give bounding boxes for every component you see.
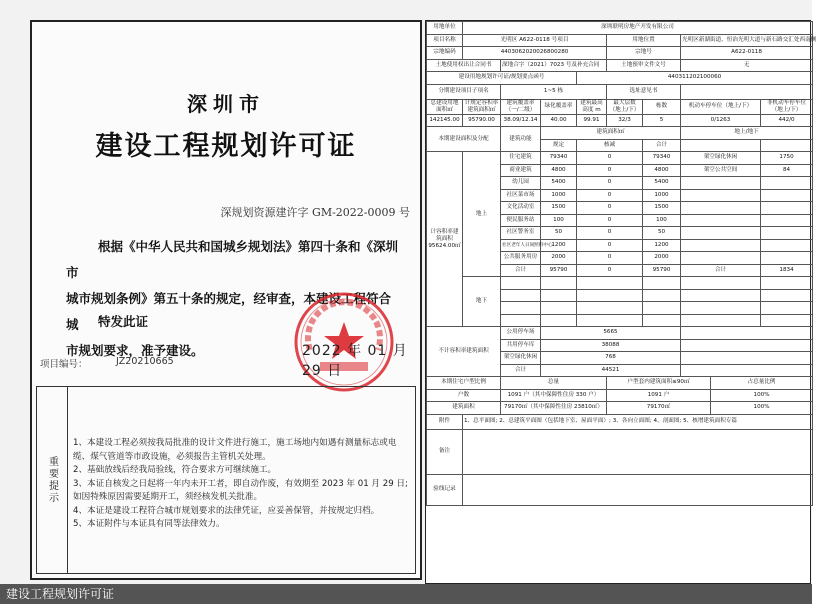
- header-buildings: 栋数: [643, 99, 681, 114]
- basis-line-2: 城市规划条例》第五十条的规定，经审查，本建设工程符合城: [66, 291, 392, 332]
- label-project-name: 项目名称: [427, 34, 463, 47]
- permit-attachment-page: [425, 20, 816, 584]
- note-item: 5、本证附件与本证具有同等法律效力。: [73, 519, 225, 529]
- value-land-contract: 深地合字（2021）7023 号及补充合同: [501, 59, 607, 72]
- function-name: 幼儿园: [501, 177, 541, 190]
- value-buildings: 5: [643, 114, 681, 127]
- value-green: 40.00: [541, 114, 577, 127]
- function-name: 商业建筑: [501, 164, 541, 177]
- header-total-amount: 总量: [501, 377, 607, 390]
- value-coverage: 38.09/12.14: [501, 114, 541, 127]
- label-building-area: 建筑面积: [427, 402, 501, 415]
- notes-list: [73, 437, 409, 532]
- function-name: 公共服务用房: [501, 252, 541, 265]
- value-project-name: 光明区 A622-0118 号项目: [463, 34, 607, 47]
- function-name: 社区菜市场: [501, 189, 541, 202]
- important-notes: [36, 386, 416, 574]
- basis-line-1: 根据《中华人民共和国城乡规划法》第四十条和《深圳市: [66, 239, 399, 280]
- function-name: 社区老年人日间照料中心: [501, 239, 541, 252]
- value-land-pre: 无: [681, 59, 813, 72]
- permit-title: 建设工程规划许可证: [95, 131, 357, 162]
- header-car-parking: 机动车停车位（地上/下）: [681, 99, 761, 114]
- basis-line-3: 市规划要求，准予建设。: [66, 343, 204, 358]
- note-item: 4、本证是建设工程符合城市规划要求的法律凭证，应妥善保管，并按规定归档。: [73, 505, 380, 516]
- city-name: 深圳市: [187, 92, 265, 116]
- label-attachments: 附件: [427, 414, 463, 429]
- value-attachments: 1、总平面图; 2、总建筑平面图（包括地下室、屋面平面）; 3、各向立面图; 4、剖面图; 5、核增建筑面积专篇: [463, 414, 813, 429]
- function-name: 文化活动室: [501, 202, 541, 215]
- header-green: 绿化覆盖率: [541, 99, 577, 114]
- label-above-ground: 地上: [463, 152, 501, 277]
- header-floors: 最大层数（地上/下）: [607, 99, 643, 114]
- value-location: 光明区新湖街道、恒治光明大道与新石路交汇处西南侧: [681, 34, 813, 47]
- value-land-unit: 深圳联明房地产开发有限公司: [463, 22, 813, 35]
- label-location: 用地位置: [607, 34, 681, 47]
- label-check-record: 验线记录: [427, 474, 463, 505]
- value-parcel-no: A622-0118: [681, 47, 813, 60]
- value-site-area: 142145.00: [427, 114, 463, 127]
- header-regulated: 规定: [541, 139, 577, 152]
- label-parcel-no: 宗地号: [607, 47, 681, 60]
- permit-detail-table: 用地单位 深圳联明房地产开发有限公司 项目名称 光明区 A622-0118 号项目 用地位置 光明区新湖街道、恒治光明大道与新石路交汇处西南侧 宗地编码 4403062020026800280 宗地号 A622-0118 土地使用权出让合同书 深地合字（2021）7023 号及补充合同 土地预审文件文号 无 建设用地规划许可证/规划要点函号 440311202100060 分期建设项目子项名 1~5 栋 选址意见书 总建设用地面积㎡ 计规定容积率建筑面积㎡ 建筑覆盖率（一/二级） 绿化覆盖率 建筑最高高度 m 最大层数（地上/下） 栋数 机动车停车位（地上/下） 非机动车停车位（地上/下） 142145.00 95790.00 38.09/12.14 40.00 99.91 32/3 5 0/1263 442/0 本期建设面积及分配 建筑功能 建筑面积㎡ 地上/地下 规定 核减 合计 计容积率建筑面积 95624.00㎡ 地上 住宅建筑 79340 0 79340 架空绿化休闲 1750 商业建筑 4800 0 4800 架空公共空间 84 幼儿园 5400 0 5400 社区菜市场 1000 0 1000 文化活动室 1500 0 1500 便民服务站 100 0 100 社区警务室 50 0 50 社区老年人日间照料中心 1200 0 1200 公共服务用房 2000 0 2000 合计 95790 0 95790 合计 1834 地下 不计容积率建筑面积 公用停车场 5665 共用停车库 38088 架空绿化休闲 768 合计 44521 本期住宅户型比例 总量 户型套内建筑面积≤90㎡ 占总量比例 户数 1091 户（其中保障性住房 330 户） 1091 户 100% 建筑面积 79170㎡（其中保障性住房 23810㎡） 79170㎡ 100% 附件 1、总平面图; 2、总建筑平面图（包括地下室、屋面平面）; 3、各向立面图; 4、剖面图; 5、核增建筑面积专篇 备注 验线记录: [426, 21, 813, 506]
- permit-front-page: [30, 20, 422, 580]
- label-land-pre: 土地预审文件文号: [607, 59, 681, 72]
- value-phase: 1~5 栋: [501, 84, 607, 99]
- header-type-90: 户型套内建筑面积≤90㎡: [607, 377, 711, 390]
- function-name: 住宅建筑: [501, 152, 541, 165]
- value-calc-area: 95790.00: [463, 114, 501, 127]
- image-caption: 建设工程规划许可证: [0, 584, 812, 604]
- value-height: 99.91: [577, 114, 607, 127]
- sum-label: 合计: [501, 264, 541, 277]
- label-below-ground: 地下: [463, 277, 501, 327]
- note-item: 1、本建设工程必须按我局批准的设计文件进行施工，施工场地内如遇有测量标志或电缆、煤气管道等市政设施，必须报告主管机关处理。: [73, 438, 397, 462]
- label-units: 户数: [427, 389, 501, 402]
- label-planning-permit: 建设用地规划许可证/规划要点函号: [427, 72, 577, 85]
- label-land-contract: 土地使用权出让合同书: [427, 59, 501, 72]
- value-bike-parking: 442/0: [761, 114, 813, 127]
- notes-label: 重要提示: [37, 387, 68, 573]
- permit-doc-number: 深规划资源建许字 GM-2022-0009 号: [220, 206, 410, 219]
- header-height: 建筑最高高度 m: [577, 99, 607, 114]
- label-phase: 分期建设项目子项名: [427, 84, 501, 99]
- project-number: JZ20210665: [116, 356, 174, 367]
- header-area: 建筑面积㎡: [541, 127, 681, 140]
- value-car-parking: 0/1263: [681, 114, 761, 127]
- header-reduced: 核减: [577, 139, 643, 152]
- header-above-below: 地上/地下: [681, 127, 813, 140]
- label-unit-ratio: 本期住宅户型比例: [427, 377, 501, 390]
- function-name: 社区警务室: [501, 227, 541, 240]
- label-parcel-code: 宗地编码: [427, 47, 463, 60]
- label-calc-area: 计容积率建筑面积 95624.00㎡: [427, 152, 463, 327]
- header-coverage: 建筑覆盖率（一/二级）: [501, 99, 541, 114]
- header-total: 合计: [643, 139, 681, 152]
- label-public-parking: 公用停车场: [501, 327, 541, 340]
- label-green-open: 架空绿化休闲: [501, 352, 541, 365]
- grant-text: 特发此证: [98, 314, 149, 329]
- note-item: 3、本证自核发之日起将一年内未开工者，即自动作废，有效期至 2023 年 01 月 29 日; 如因特殊原因需要延期开工，须经核发机关批准。: [73, 478, 408, 502]
- label-non-calc-area: 不计容积率建筑面积: [427, 327, 501, 377]
- function-name: 便民服务站: [501, 214, 541, 227]
- issue-date: 2022 年 01 月 29 日: [302, 343, 408, 379]
- value-parcel-code: 4403062020026800280: [463, 47, 607, 60]
- header-calc-area: 计规定容积率建筑面积㎡: [463, 99, 501, 114]
- label-remarks: 备注: [427, 429, 463, 474]
- header-site-area: 总建设用地面积㎡: [427, 99, 463, 114]
- project-number-label: 项目编号：: [40, 359, 88, 370]
- header-function: 建筑功能: [501, 127, 541, 152]
- value-planning-permit: 440311202100060: [577, 72, 813, 85]
- note-item: 2、基础放线后经我局验线，符合要求方可继续施工。: [73, 465, 277, 475]
- label-area-section: 本期建设面积及分配: [427, 127, 501, 152]
- label-land-unit: 用地单位: [427, 22, 463, 35]
- header-bike-parking: 非机动车停车位（地上/下）: [761, 99, 813, 114]
- header-share: 占总量比例: [711, 377, 813, 390]
- label-shared-parking: 共用停车库: [501, 339, 541, 352]
- label-nc-sum: 合计: [501, 364, 541, 377]
- label-site-option: 选址意见书: [607, 84, 681, 99]
- value-floors: 32/3: [607, 114, 643, 127]
